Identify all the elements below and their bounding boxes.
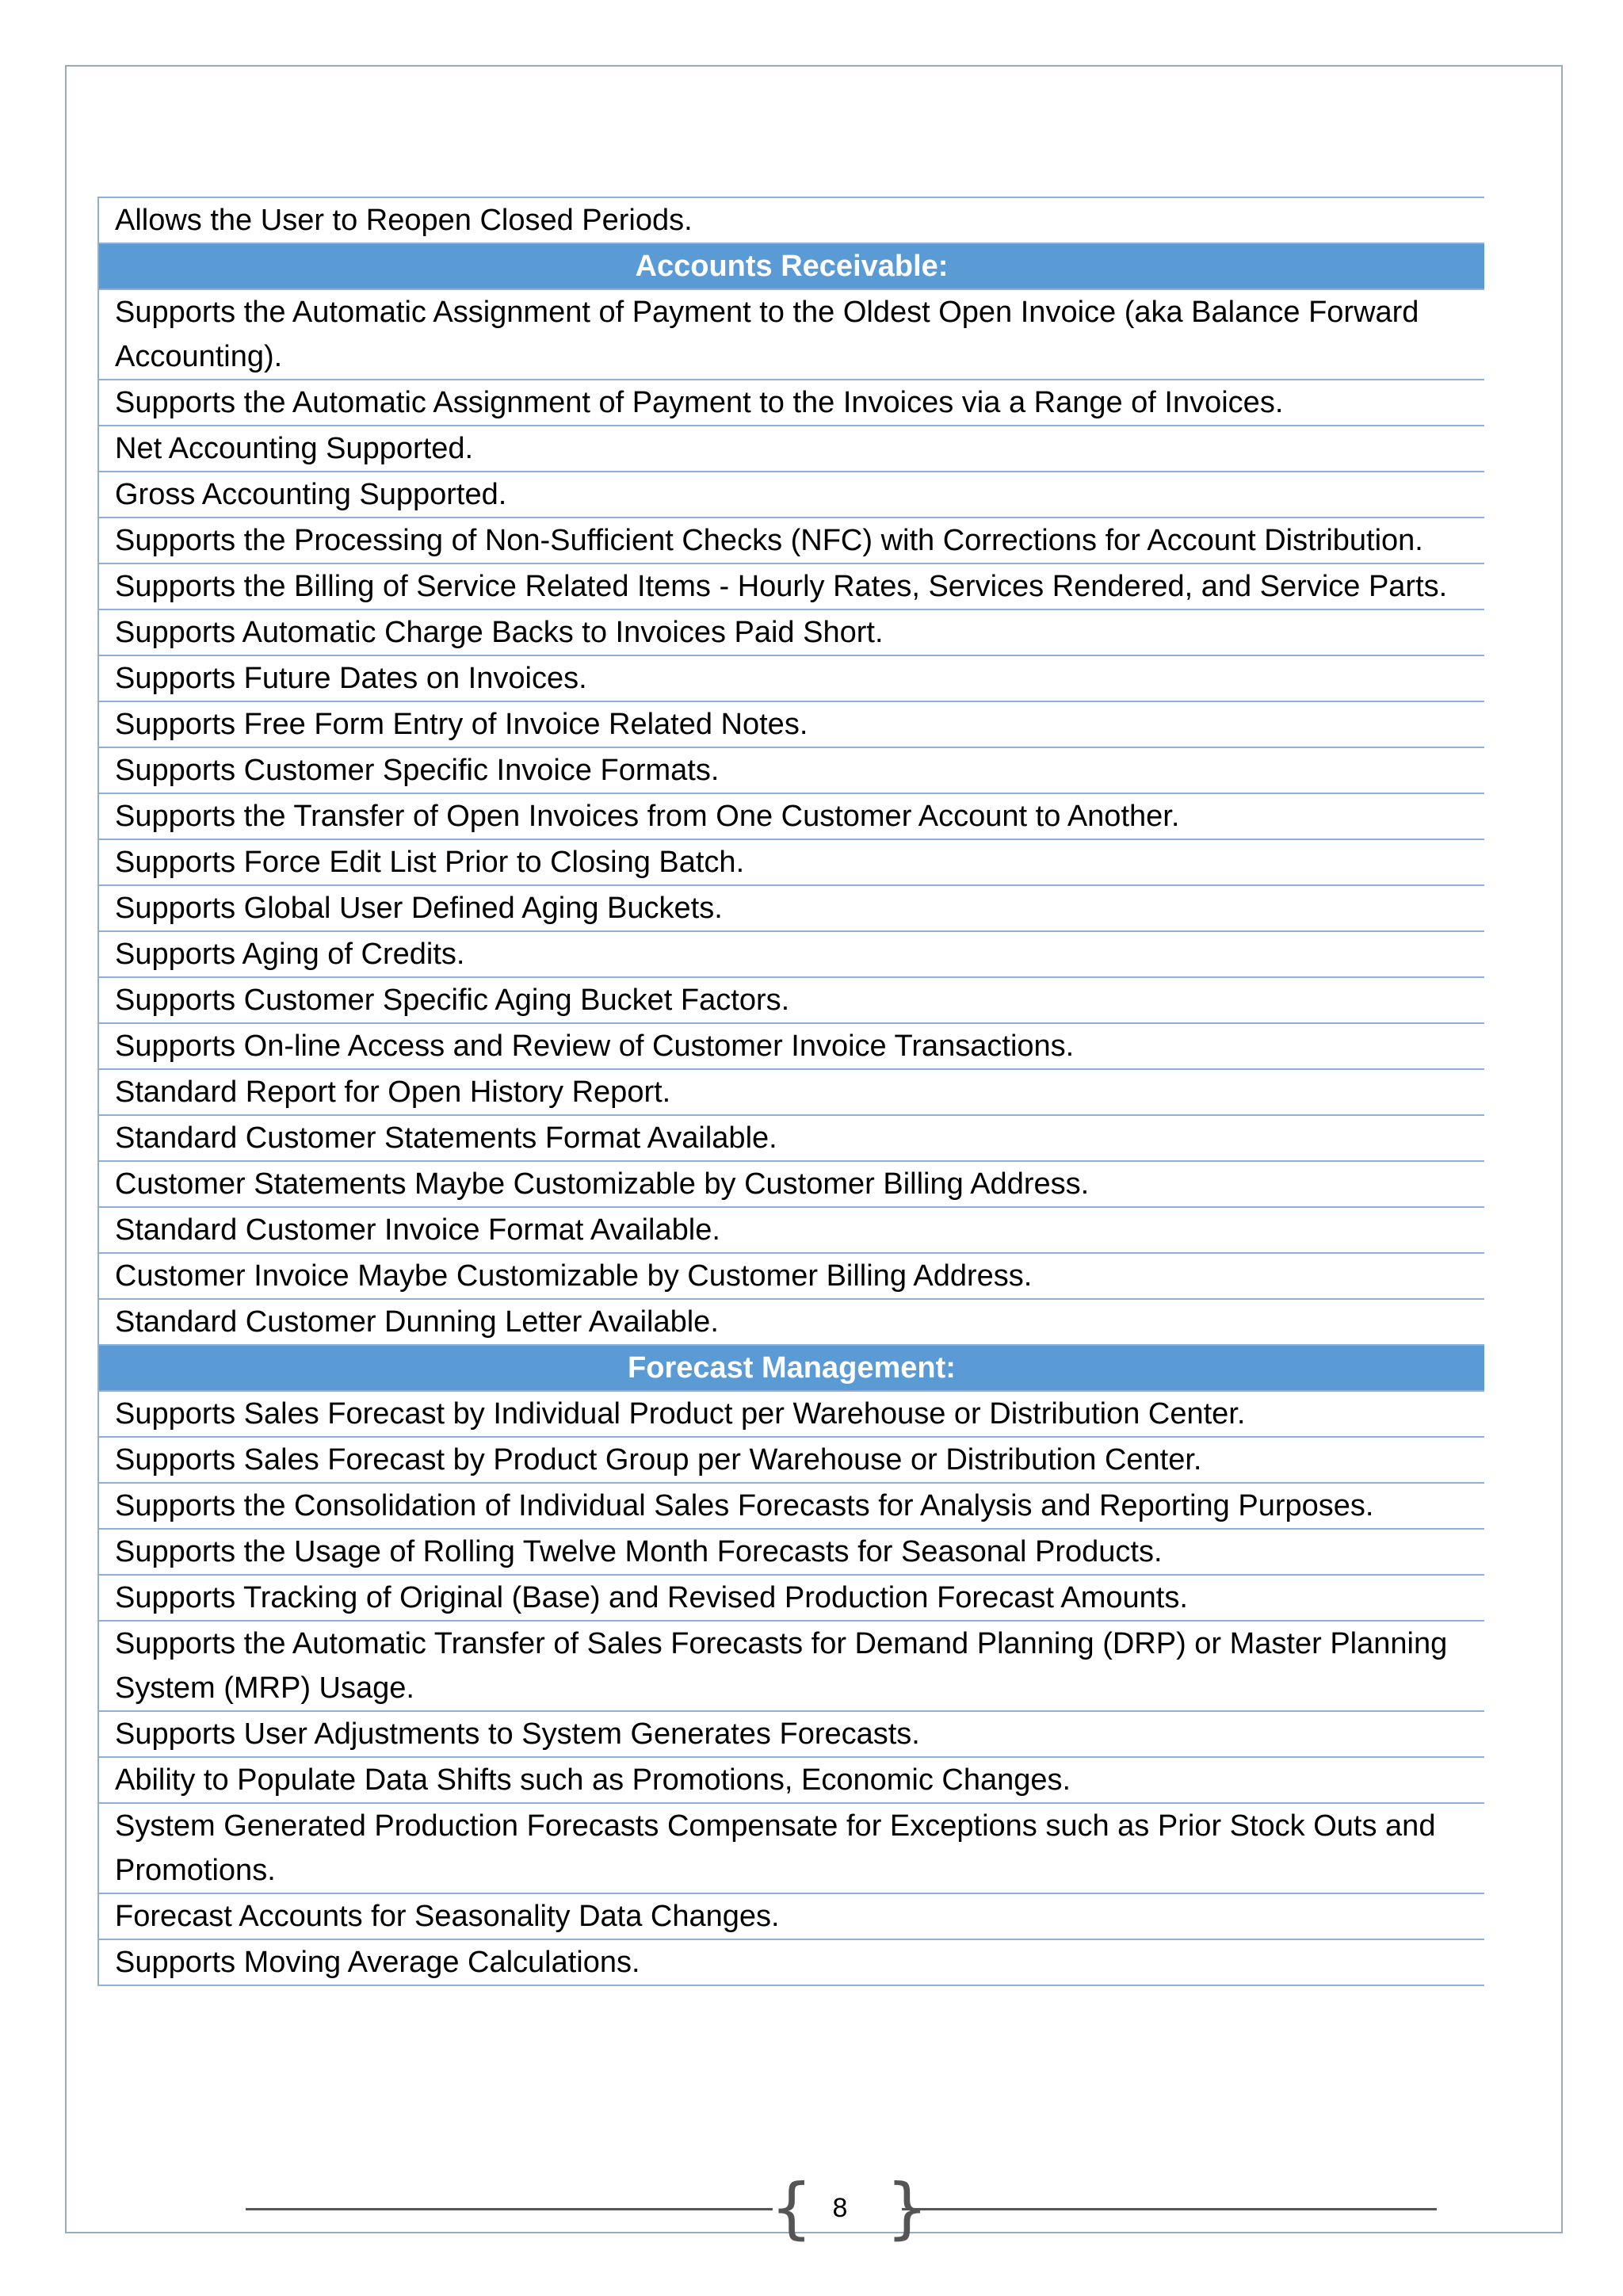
footer-left-brace: { <box>770 2169 813 2247</box>
table-row <box>98 1207 1484 1253</box>
requirement-cell: Supports Force Edit List Prior to Closing Batch. <box>98 839 1484 885</box>
requirement-cell: Supports Customer Specific Aging Bucket Factors. <box>98 977 1484 1023</box>
table-row <box>98 655 1484 701</box>
table-row <box>98 609 1484 655</box>
section-header-row <box>98 1345 1484 1391</box>
table-row <box>98 931 1484 977</box>
section-header-cell: Accounts Receivable: <box>98 243 1484 289</box>
table-row <box>98 701 1484 747</box>
table-row <box>98 472 1484 518</box>
table-row <box>98 839 1484 885</box>
table-row <box>98 1621 1484 1711</box>
section-header-row <box>98 243 1484 289</box>
table-row <box>98 380 1484 426</box>
requirement-cell: Customer Statements Maybe Customizable by Customer Billing Address. <box>98 1161 1484 1207</box>
table-row <box>98 1529 1484 1575</box>
requirement-cell: Supports the Billing of Service Related Items - Hourly Rates, Services Rendered, and Service Parts. <box>98 563 1484 609</box>
requirement-cell: Supports Aging of Credits. <box>98 931 1484 977</box>
requirement-cell: Supports the Automatic Assignment of Payment to the Oldest Open Invoice (aka Balance Forward Accounting). <box>98 289 1484 380</box>
requirement-cell: Supports the Consolidation of Individual Sales Forecasts for Analysis and Reporting Purposes. <box>98 1483 1484 1529</box>
requirement-cell: Supports Automatic Charge Backs to Invoices Paid Short. <box>98 609 1484 655</box>
table-row <box>98 1437 1484 1483</box>
footer-right-brace: } <box>886 2169 929 2247</box>
requirement-cell: Net Accounting Supported. <box>98 426 1484 472</box>
requirement-cell: Standard Report for Open History Report. <box>98 1069 1484 1115</box>
footer-rule-left <box>246 2208 773 2210</box>
table-row <box>98 289 1484 380</box>
requirement-cell: Forecast Accounts for Seasonality Data Changes. <box>98 1893 1484 1939</box>
requirement-cell: Supports Sales Forecast by Product Group per Warehouse or Distribution Center. <box>98 1437 1484 1483</box>
table-row <box>98 1161 1484 1207</box>
table-row <box>98 1939 1484 1985</box>
requirement-cell: Allows the User to Reopen Closed Periods. <box>98 197 1484 243</box>
requirement-cell: Supports the Transfer of Open Invoices from One Customer Account to Another. <box>98 793 1484 839</box>
requirements-table-body <box>98 197 1484 1985</box>
table-row <box>98 747 1484 793</box>
requirement-cell: System Generated Production Forecasts Compensate for Exceptions such as Prior Stock Outs and Promotions. <box>98 1803 1484 1893</box>
requirement-cell: Supports On-line Access and Review of Customer Invoice Transactions. <box>98 1023 1484 1069</box>
requirement-cell: Supports the Automatic Transfer of Sales Forecasts for Demand Planning (DRP) or Master Planning System (MRP) Usage. <box>98 1621 1484 1711</box>
table-row <box>98 518 1484 563</box>
requirement-cell: Supports Free Form Entry of Invoice Related Notes. <box>98 701 1484 747</box>
requirement-cell: Standard Customer Statements Format Available. <box>98 1115 1484 1161</box>
requirement-cell: Supports Customer Specific Invoice Formats. <box>98 747 1484 793</box>
table-row <box>98 1575 1484 1621</box>
requirements-table <box>97 197 1484 1986</box>
footer-rule-right <box>902 2208 1437 2210</box>
section-header-cell: Forecast Management: <box>98 1345 1484 1391</box>
requirement-cell: Supports the Processing of Non-Sufficient Checks (NFC) with Corrections for Account Distribution. <box>98 518 1484 563</box>
table-row <box>98 1023 1484 1069</box>
table-row <box>98 1803 1484 1893</box>
table-row <box>98 977 1484 1023</box>
requirement-cell: Supports the Usage of Rolling Twelve Month Forecasts for Seasonal Products. <box>98 1529 1484 1575</box>
requirement-cell: Gross Accounting Supported. <box>98 472 1484 518</box>
page-footer <box>0 2169 1623 2247</box>
requirement-cell: Standard Customer Dunning Letter Available. <box>98 1299 1484 1345</box>
requirement-cell: Supports Moving Average Calculations. <box>98 1939 1484 1985</box>
table-row <box>98 793 1484 839</box>
table-row <box>98 1069 1484 1115</box>
page-number: 8 <box>832 2193 848 2223</box>
table-row <box>98 563 1484 609</box>
table-row <box>98 1115 1484 1161</box>
requirement-cell: Standard Customer Invoice Format Available. <box>98 1207 1484 1253</box>
table-row <box>98 1757 1484 1803</box>
table-row <box>98 426 1484 472</box>
table-row <box>98 1299 1484 1345</box>
requirement-cell: Ability to Populate Data Shifts such as Promotions, Economic Changes. <box>98 1757 1484 1803</box>
requirement-cell: Supports Tracking of Original (Base) and Revised Production Forecast Amounts. <box>98 1575 1484 1621</box>
table-row <box>98 1711 1484 1757</box>
table-row <box>98 1253 1484 1299</box>
requirement-cell: Supports User Adjustments to System Generates Forecasts. <box>98 1711 1484 1757</box>
requirement-cell: Customer Invoice Maybe Customizable by Customer Billing Address. <box>98 1253 1484 1299</box>
table-row <box>98 1893 1484 1939</box>
table-row <box>98 197 1484 243</box>
requirement-cell: Supports Future Dates on Invoices. <box>98 655 1484 701</box>
requirement-cell: Supports Global User Defined Aging Buckets. <box>98 885 1484 931</box>
table-row <box>98 1483 1484 1529</box>
requirement-cell: Supports the Automatic Assignment of Payment to the Invoices via a Range of Invoices. <box>98 380 1484 426</box>
table-row <box>98 885 1484 931</box>
requirement-cell: Supports Sales Forecast by Individual Product per Warehouse or Distribution Center. <box>98 1391 1484 1437</box>
table-row <box>98 1391 1484 1437</box>
